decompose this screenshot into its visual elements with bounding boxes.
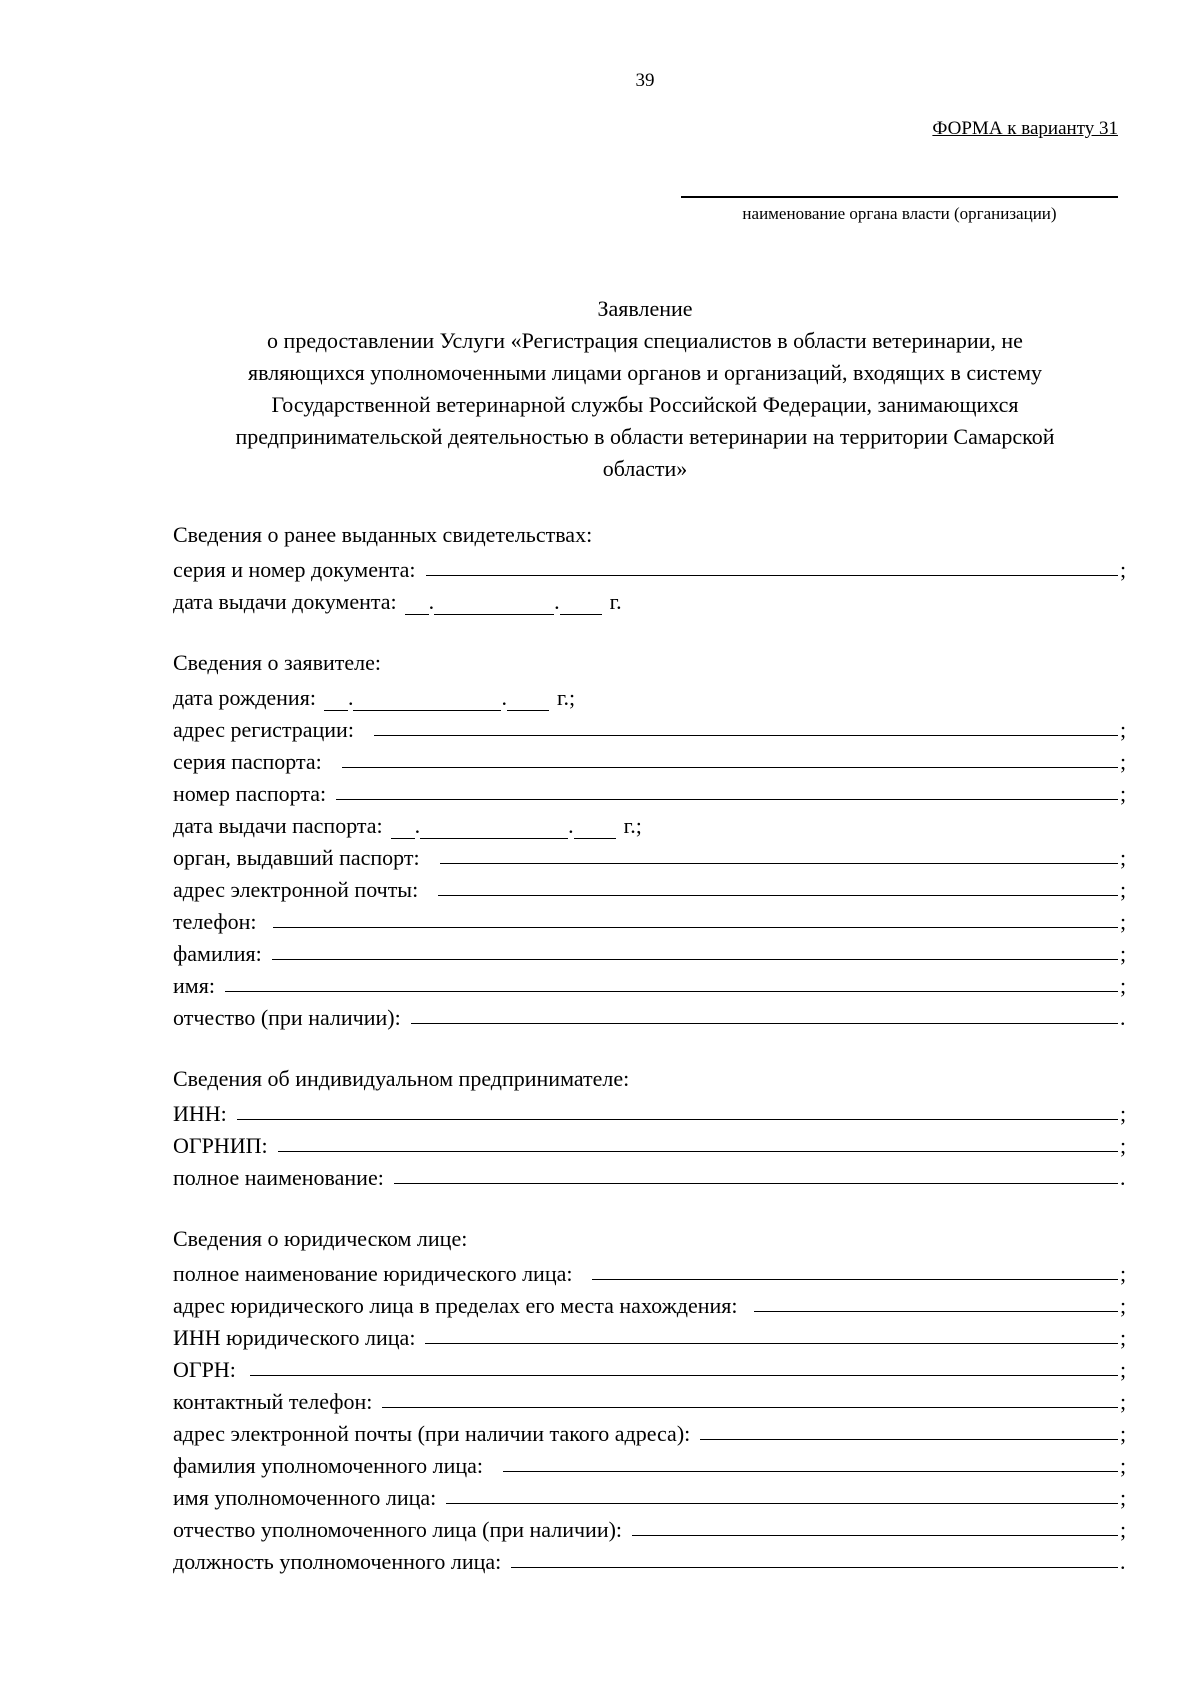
field-label: должность уполномоченного лица: — [173, 1549, 502, 1574]
field-label: ИНН: — [173, 1101, 227, 1126]
field-label: фамилия уполномоченного лица: — [173, 1453, 484, 1478]
year-field[interactable] — [507, 688, 549, 711]
field-row-email — [173, 871, 1130, 903]
field-label: орган, выдавший паспорт: — [173, 845, 420, 870]
title-line: Заявление — [597, 296, 693, 321]
field-label: телефон: — [173, 909, 257, 934]
le-address-field[interactable] — [754, 1311, 1118, 1312]
field-terminator: ; — [1120, 749, 1127, 774]
le-email-field[interactable] — [700, 1439, 1118, 1440]
field-row-surname — [173, 935, 1130, 967]
field-label: адрес регистрации: — [173, 717, 354, 742]
field-terminator: . — [1120, 1549, 1126, 1574]
field-row-phone — [173, 903, 1130, 935]
day-field[interactable] — [324, 688, 348, 711]
field-row-rep-name — [173, 1479, 1130, 1511]
field-label: ОГРН: — [173, 1357, 236, 1382]
application-title — [180, 293, 1110, 485]
field-label: ИНН юридического лица: — [173, 1325, 416, 1350]
form-fields — [173, 519, 1130, 1575]
field-label: дата рождения: — [173, 685, 316, 710]
field-label: адрес юридического лица в пределах его места нахождения: — [173, 1293, 738, 1318]
title-line: области» — [602, 456, 688, 481]
field-row-le-phone — [173, 1383, 1130, 1415]
field-row-rep-surname — [173, 1447, 1130, 1479]
field-label: имя: — [173, 973, 215, 998]
patronymic-field[interactable] — [411, 1023, 1118, 1024]
field-row-ogrnip — [173, 1127, 1130, 1159]
reg-address-field[interactable] — [374, 735, 1118, 736]
date-separator: . — [568, 813, 574, 838]
field-row-le-inn — [173, 1319, 1130, 1351]
field-row-rep-patronymic — [173, 1511, 1130, 1543]
name-field[interactable] — [225, 991, 1118, 992]
title-line: являющихся уполномоченными лицами органов и организаций, входящих в систему — [248, 360, 1042, 385]
section-heading-entrepreneur: Сведения об индивидуальном предпринимателе: — [173, 1066, 630, 1091]
field-row-le-full-name — [173, 1255, 1130, 1287]
field-terminator: ; — [1120, 909, 1127, 934]
field-row-birth-date — [173, 679, 1130, 711]
section-heading-certificates: Сведения о ранее выданных свидетельствах: — [173, 522, 593, 547]
date-separator: . — [414, 813, 421, 838]
title-line: предпринимательской деятельностью в области ветеринарии на территории Самарской — [235, 424, 1055, 449]
field-label: дата выдачи паспорта: — [173, 813, 383, 838]
field-label: полное наименование юридического лица: — [173, 1261, 573, 1286]
email-field[interactable] — [438, 895, 1118, 896]
field-terminator: ; — [1120, 1357, 1127, 1382]
title-line: о предоставлении Услуги «Регистрация специалистов в области ветеринарии, не — [267, 328, 1023, 353]
form-reference: ФОРМА к варианту 31 — [932, 118, 1118, 139]
field-terminator: ; — [1120, 845, 1127, 870]
rep-name-field[interactable] — [446, 1503, 1118, 1504]
date-suffix: г.; — [623, 813, 642, 838]
field-row-le-email — [173, 1415, 1130, 1447]
field-terminator: ; — [1120, 781, 1127, 806]
field-terminator: ; — [1120, 1485, 1127, 1510]
field-row-passport-date — [173, 807, 1130, 839]
passport-number-field[interactable] — [336, 799, 1118, 800]
passport-issuer-field[interactable] — [440, 863, 1118, 864]
le-ogrn-field[interactable] — [250, 1375, 1118, 1376]
field-row-patronymic — [173, 999, 1130, 1031]
field-row-inn — [173, 1095, 1130, 1127]
field-row-passport-number — [173, 775, 1130, 807]
field-terminator: ; — [1120, 1389, 1127, 1414]
date-separator: . — [428, 589, 435, 614]
day-field[interactable] — [405, 592, 429, 615]
field-row-series-number — [173, 551, 1130, 583]
field-terminator: . — [1120, 1005, 1126, 1030]
day-field[interactable] — [391, 816, 415, 839]
month-field[interactable] — [434, 592, 554, 615]
le-full-name-field[interactable] — [592, 1279, 1118, 1280]
field-label: номер паспорта: — [173, 781, 327, 806]
field-row-rep-position — [173, 1543, 1130, 1575]
ogrnip-field[interactable] — [278, 1151, 1118, 1152]
field-terminator: ; — [1120, 717, 1127, 742]
series-number-field[interactable] — [426, 575, 1118, 576]
field-row-le-ogrn — [173, 1351, 1130, 1383]
field-row-issue-date — [173, 583, 1130, 615]
date-separator: . — [554, 589, 560, 614]
le-inn-field[interactable] — [425, 1343, 1118, 1344]
month-field[interactable] — [353, 688, 501, 711]
field-row-le-address — [173, 1287, 1130, 1319]
field-row-name — [173, 967, 1130, 999]
field-terminator: ; — [1120, 877, 1127, 902]
section-heading-legal-entity: Сведения о юридическом лице: — [173, 1226, 468, 1251]
inn-field[interactable] — [237, 1119, 1118, 1120]
field-terminator: ; — [1120, 973, 1127, 998]
field-label: контактный телефон: — [173, 1389, 373, 1414]
date-separator: . — [347, 685, 354, 710]
rep-patronymic-field[interactable] — [632, 1535, 1118, 1536]
field-terminator: ; — [1120, 1261, 1127, 1286]
surname-field[interactable] — [272, 959, 1118, 960]
phone-field[interactable] — [273, 927, 1118, 928]
month-field[interactable] — [420, 816, 568, 839]
date-suffix: г.; — [556, 685, 576, 710]
section-heading-applicant: Сведения о заявителе: — [173, 650, 382, 675]
rep-surname-field[interactable] — [503, 1471, 1118, 1472]
field-terminator: ; — [1120, 1517, 1127, 1542]
field-row-passport-series — [173, 743, 1130, 775]
org-name-caption: наименование органа власти (организации) — [742, 204, 1057, 223]
field-label: адрес электронной почты (при наличии такого адреса): — [173, 1421, 691, 1446]
field-terminator: ; — [1120, 557, 1127, 582]
field-terminator: ; — [1120, 1101, 1127, 1126]
field-row-passport-issuer — [173, 839, 1130, 871]
field-label: серия паспорта: — [173, 749, 322, 774]
rep-position-field[interactable] — [511, 1567, 1118, 1568]
field-label: отчество уполномоченного лица (при наличии): — [173, 1517, 623, 1542]
field-label: адрес электронной почты: — [173, 877, 419, 902]
field-row-ie-full-name — [173, 1159, 1130, 1191]
org-name-line[interactable] — [681, 196, 1118, 198]
field-terminator: ; — [1120, 1453, 1127, 1478]
field-label: полное наименование: — [173, 1165, 384, 1190]
field-terminator: ; — [1120, 1133, 1127, 1158]
field-label: серия и номер документа: — [173, 557, 416, 582]
field-terminator: ; — [1120, 1325, 1127, 1350]
title-line: Государственной ветеринарной службы Российской Федерации, занимающихся — [271, 392, 1019, 417]
year-field[interactable] — [574, 816, 616, 839]
field-terminator: ; — [1120, 1421, 1127, 1446]
ie-full-name-field[interactable] — [394, 1183, 1118, 1184]
le-phone-field[interactable] — [382, 1407, 1118, 1408]
field-label: дата выдачи документа: — [173, 589, 397, 614]
date-suffix: г. — [609, 589, 622, 614]
page-number: 39 — [635, 70, 655, 91]
field-terminator: ; — [1120, 941, 1127, 966]
field-row-reg-address — [173, 711, 1130, 743]
field-label: отчество (при наличии): — [173, 1005, 401, 1030]
field-terminator: . — [1120, 1165, 1126, 1190]
field-label: имя уполномоченного лица: — [173, 1485, 437, 1510]
passport-series-field[interactable] — [342, 767, 1118, 768]
field-terminator: ; — [1120, 1293, 1127, 1318]
date-separator: . — [501, 685, 507, 710]
field-label: ОГРНИП: — [173, 1133, 268, 1158]
year-field[interactable] — [560, 592, 602, 615]
field-label: фамилия: — [173, 941, 262, 966]
